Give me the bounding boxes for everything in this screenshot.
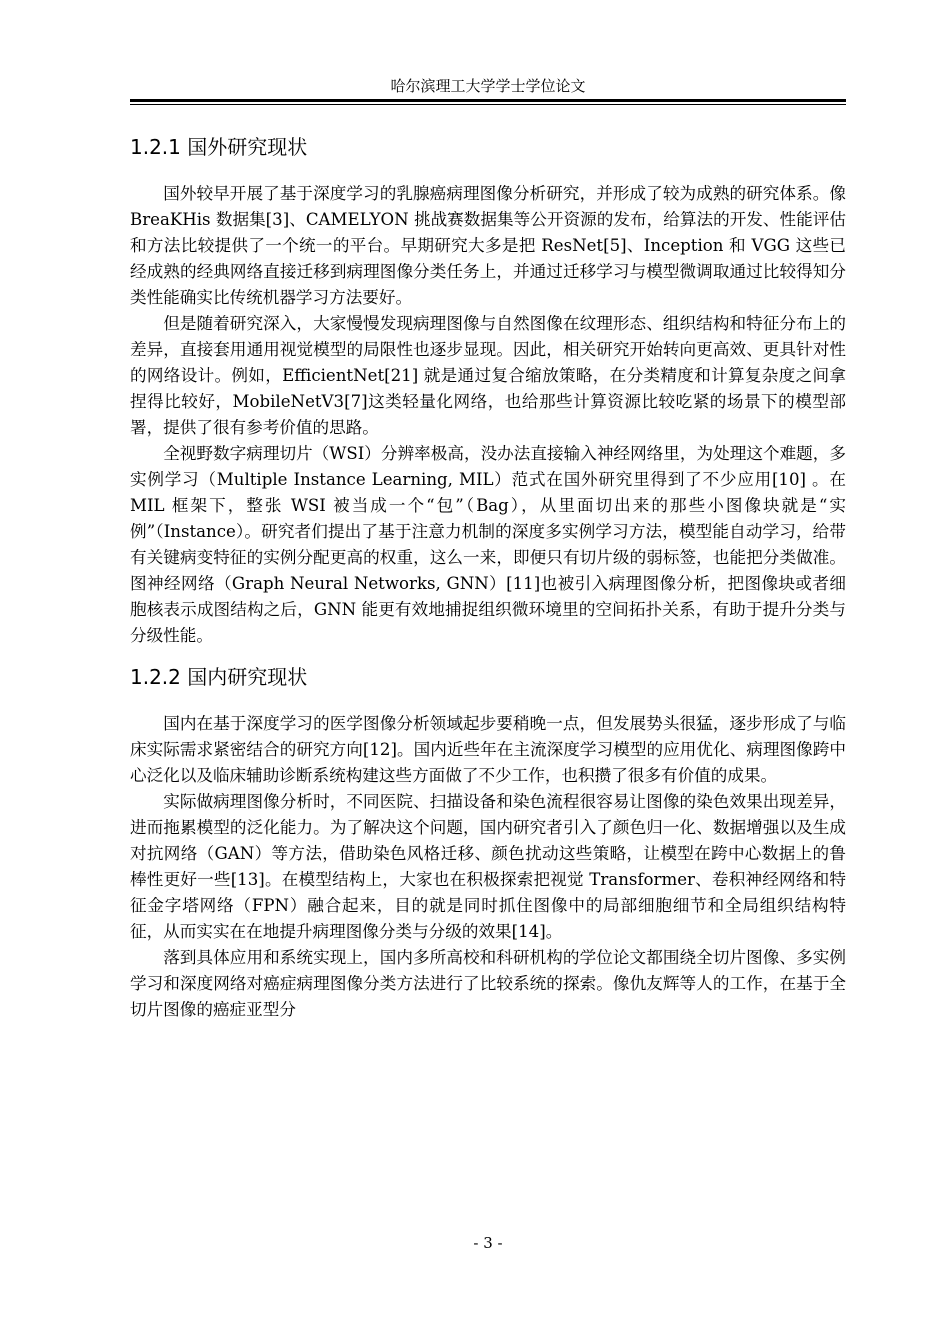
- page-body: [130, 131, 846, 1023]
- header-rule-thin: [130, 104, 846, 105]
- running-header: 哈尔滨理工大学学士学位论文: [390, 77, 586, 95]
- paragraph: 国内在基于深度学习的医学图像分析领域起步要稍晚一点，但发展势头很猛，逐步形成了与临床实际需求紧密结合的研究方向[12]。国内近些年在主流深度学习模型的应用优化、病理图像跨中心泛化以及临床辅助诊断系统构建这些方面做了不少工作，也积攒了很多有价值的成果。: [130, 714, 846, 785]
- page-number: - 3 -: [473, 1234, 503, 1252]
- section-heading-1-2-2: 1.2.2 国内研究现状: [130, 665, 308, 689]
- paragraph: 落到具体应用和系统实现上，国内多所高校和科研机构的学位论文都围绕全切片图像、多实例学习和深度网络对癌症病理图像分类方法进行了比较系统的探索。像仇友辉等人的工作，在基于全切片图像的癌症亚型分: [130, 948, 846, 1019]
- paragraph: 但是随着研究深入，大家慢慢发现病理图像与自然图像在纹理形态、组织结构和特征分布上的差异，直接套用通用视觉模型的局限性也逐步显现。因此，相关研究开始转向更高效、更具针对性的网络设计。例如，EfficientNet[21] 就是通过复合缩放策略，在分类精度和计算复杂度之间拿捏得比较好，MobileNetV3[7]这类轻量化网络，也给那些计算资源比较吃紧的场景下的模型部署，提供了很有参考价值的思路。: [130, 314, 846, 437]
- section-heading-1-2-1: 1.2.1 国外研究现状: [130, 135, 308, 159]
- paragraph: 实际做病理图像分析时，不同医院、扫描设备和染色流程很容易让图像的染色效果出现差异，进而拖累模型的泛化能力。为了解决这个问题，国内研究者引入了颜色归一化、数据增强以及生成对抗网络（GAN）等方法，借助染色风格迁移、颜色扰动这些策略，让模型在跨中心数据上的鲁棒性更好一些[13]。在模型结构上，大家也在积极探索把视觉 Transformer、卷积神经网络和特征金字塔网络（FPN）融合起来，目的就是同时抓住图像中的局部细胞细节和全局组织结构特征，从而实实在在地提升病理图像分类与分级的效果[14]。: [130, 792, 846, 941]
- paragraph: 全视野数字病理切片（WSI）分辨率极高，没办法直接输入神经网络里，为处理这个难题，多实例学习（Multiple Instance Learning, MIL）范式在国外研究里得到了不少应用[10] 。在 MIL 框架下，整张 WSI 被当成一个“包”（Bag），从里面切出来的那些小图像块就是“实例”（Instance）。研究者们提出了基于注意力机制的深度多实例学习方法，模型能自动学习，给带有关键病变特征的实例分配更高的权重，这么一来，即便只有切片级的弱标签，也能把分类做准。图神经网络（Graph Neural Networks, GNN）[11]也被引入病理图像分析，把图像块或者细胞核表示成图结构之后，GNN 能更有效地捕捉组织微环境里的空间拓扑关系，有助于提升分类与分级性能。: [130, 444, 846, 645]
- header-rule-thick: [130, 99, 846, 102]
- paragraph: 国外较早开展了基于深度学习的乳腺癌病理图像分析研究，并形成了较为成熟的研究体系。像 BreaKHis 数据集[3]、CAMELYON 挑战赛数据集等公开资源的发布，给算法的开发、性能评估和方法比较提供了一个统一的平台。早期研究大多是把 ResNet[5]、Inception 和 VGG 这些已经成熟的经典网络直接迁移到病理图像分类任务上，并通过迁移学习与模型微调取通过比较得知分类性能确实比传统机器学习方法要好。: [130, 184, 846, 307]
